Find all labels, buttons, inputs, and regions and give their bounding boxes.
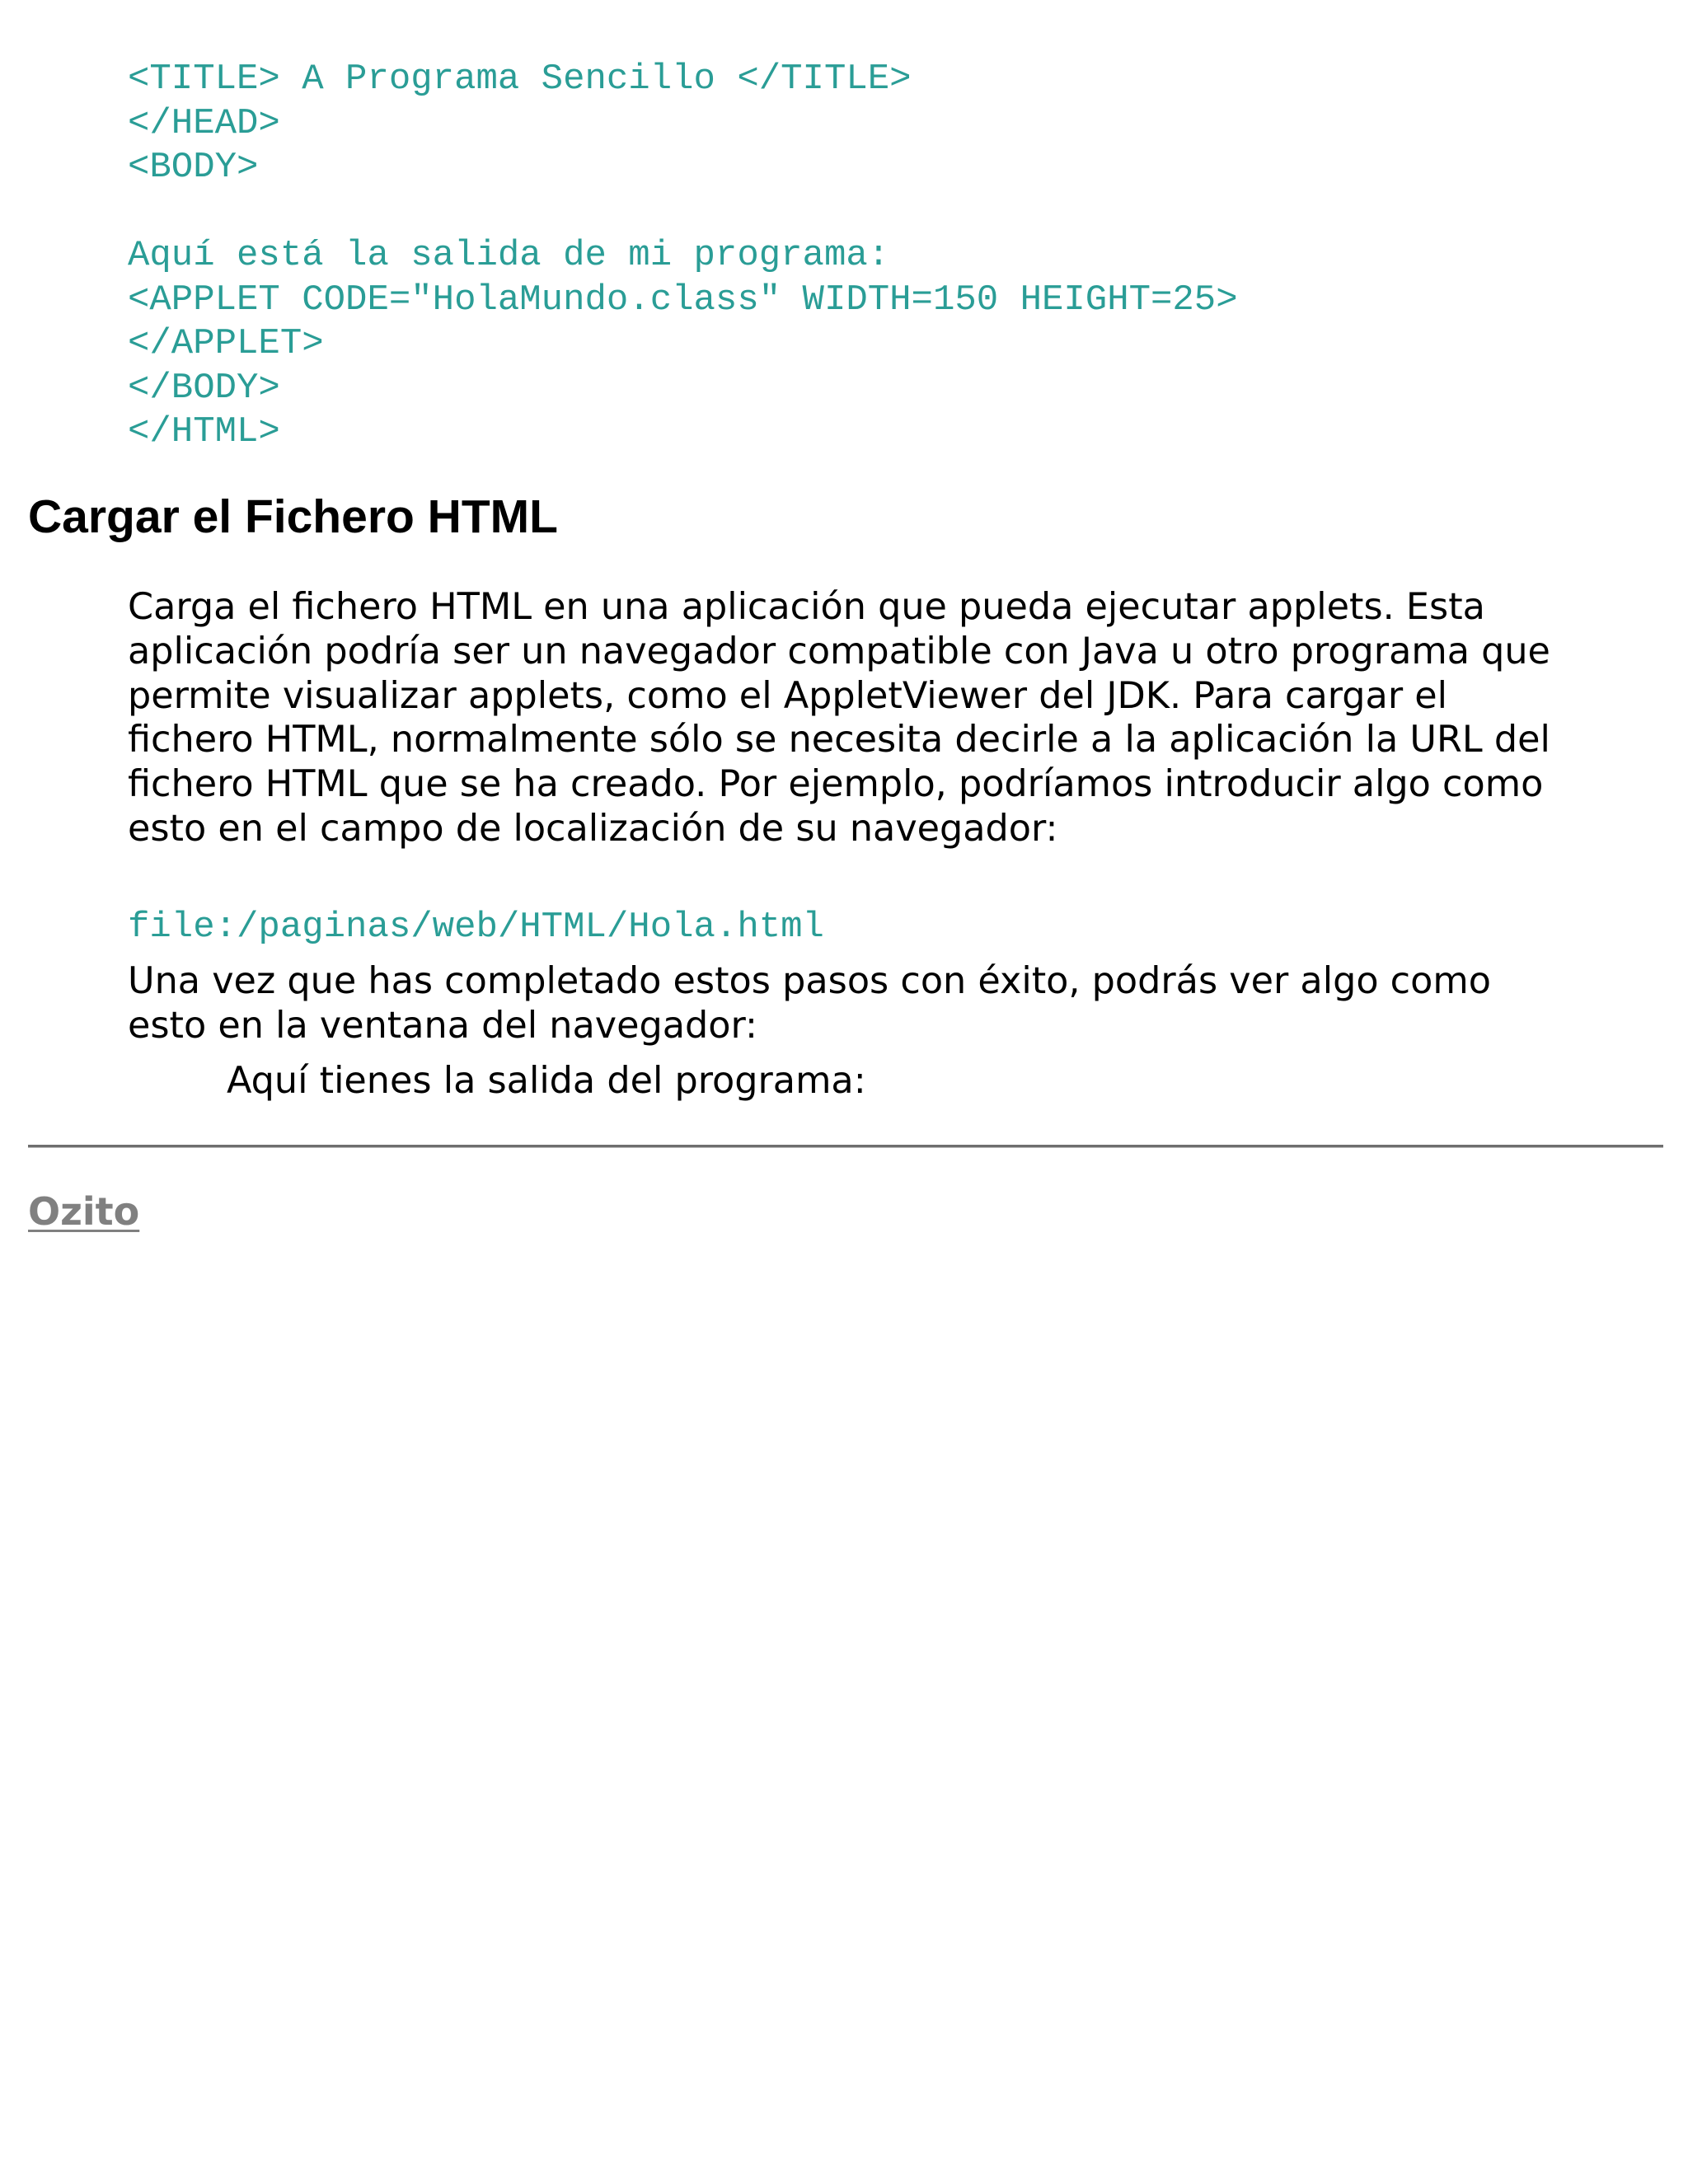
ozito-link[interactable]: Ozito: [28, 1189, 140, 1234]
code-line: <APPLET CODE="HolaMundo.class" WIDTH=150 HEIGHT=25>: [128, 279, 1238, 321]
url-example: file:/paginas/web/HTML/Hola.html: [128, 907, 824, 948]
applet-output-label: Aquí tienes la salida del programa:: [227, 1060, 866, 1102]
horizontal-divider: [28, 1145, 1663, 1148]
code-line: <BODY>: [128, 147, 259, 188]
html-code-listing: [128, 58, 1238, 455]
result-paragraph: Una vez que has completado estos pasos con éxito, podrás ver algo como esto en la ventana del navegador:: [128, 960, 1491, 1047]
instructions-paragraph: Carga el fichero HTML en una aplicación que pueda ejecutar applets. Esta aplicación podría ser un navegador compatible con Java u otro programa que permite visualizar applets, como el AppletViewer del JDK. Para cargar el fichero HTML, normalmente sólo se necesita decirle a la aplicación la URL del fichero HTML que se ha creado. Por ejemplo, podríamos introducir algo como esto en el campo de localización de su navegador:: [128, 586, 1550, 850]
code-line: </HEAD>: [128, 102, 280, 144]
section-heading: Cargar el Fichero HTML: [28, 490, 558, 543]
code-line: </BODY>: [128, 367, 280, 409]
code-line: <TITLE> A Programa Sencillo </TITLE>: [128, 59, 912, 100]
code-line: </HTML>: [128, 411, 280, 452]
code-line-blank: [128, 190, 1238, 235]
code-line: Aquí está la salida de mi programa:: [128, 235, 890, 276]
code-line: </APPLET>: [128, 323, 324, 364]
